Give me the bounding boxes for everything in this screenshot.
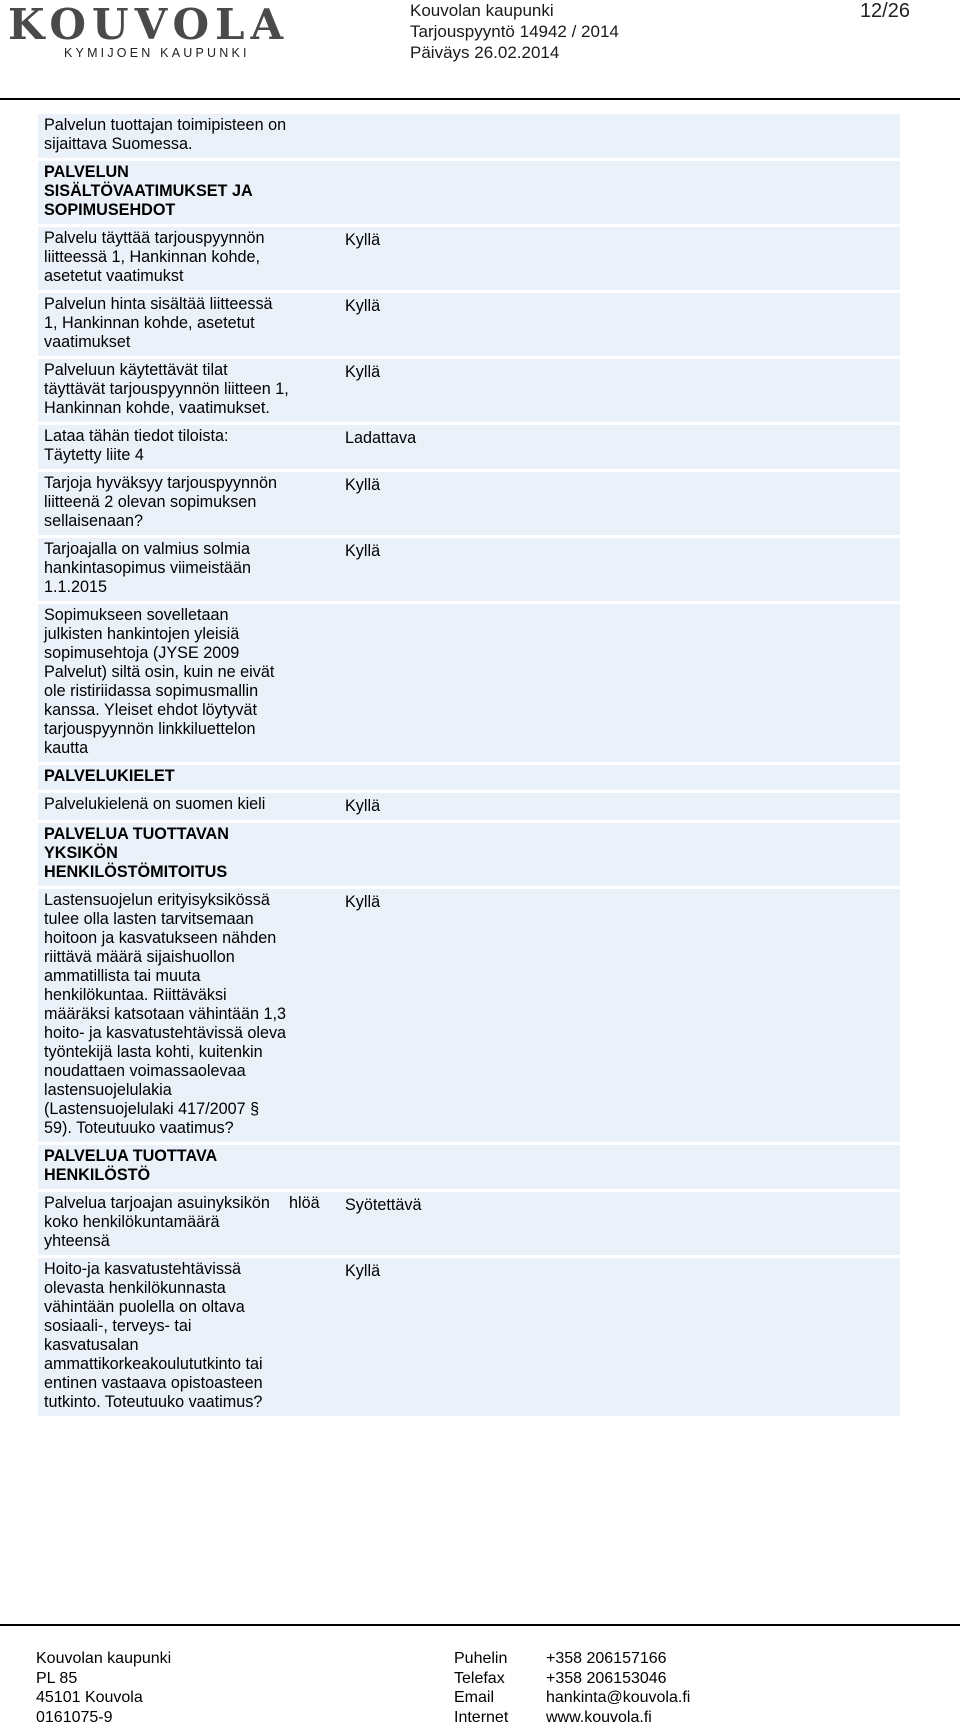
- requirement-text: Palvelun tuottajan toimipisteen on sijaittava Suomessa.: [38, 114, 289, 158]
- header-divider: [0, 98, 960, 100]
- table-row: [38, 114, 900, 161]
- answer-cell: Ladattava: [345, 425, 900, 469]
- footer-email[interactable]: hankinta@kouvola.fi: [546, 1688, 690, 1708]
- answer-cell: [345, 114, 900, 158]
- page-number: 12/26: [860, 0, 910, 23]
- footer-city: 45101 Kouvola: [36, 1688, 171, 1708]
- section-heading-row: [38, 1145, 900, 1192]
- header-date: Päiväys 26.02.2014: [410, 42, 619, 63]
- requirements-table: [38, 114, 900, 1419]
- requirement-text: Palveluun käytettävät tilat täyttävät tarjouspyynnön liitteen 1, Hankinnan kohde, vaatimukset.: [38, 359, 289, 422]
- table-row: [38, 359, 900, 425]
- answer-cell: Kyllä: [345, 538, 900, 601]
- footer-org: Kouvolan kaupunki: [36, 1649, 171, 1669]
- answer-cell: [345, 765, 900, 790]
- section-heading: PALVELUA TUOTTAVAN YKSIKÖN HENKILÖSTÖMITOITUS: [38, 823, 289, 886]
- answer-cell: Kyllä: [345, 359, 900, 422]
- unit-cell: [289, 161, 345, 224]
- footer-box: PL 85: [36, 1669, 171, 1689]
- answer-cell: [345, 1145, 900, 1189]
- answer-cell: [345, 604, 900, 762]
- section-heading-row: [38, 161, 900, 227]
- unit-cell: [289, 114, 345, 158]
- footer-email-label: Email: [454, 1688, 508, 1708]
- answer-cell: [345, 161, 900, 224]
- table-row: [38, 293, 900, 359]
- answer-cell: Kyllä: [345, 889, 900, 1142]
- section-heading: PALVELUKIELET: [38, 765, 289, 790]
- section-heading: PALVELUA TUOTTAVA HENKILÖSTÖ: [38, 1145, 289, 1189]
- requirement-text: Lastensuojelun erityisyksikössä tulee olla lasten tarvitsemaan hoitoon ja kasvatukseen nähden riittävä määrä sijaishuollon ammatillista tai muuta henkilökuntaa. Riittäväksi määräksi katsotaan vähintään 1,3 hoito- ja kasvatustehtävissä oleva työntekijä lasta kohti, kuitenkin noudattaen voimassaolevaa lastensuojelulakia (Lastensuojelulaki 417/2007 § 59). Toteutuuko vaatimus?: [38, 889, 289, 1142]
- unit-cell: [289, 889, 345, 1142]
- unit-cell: [289, 823, 345, 886]
- requirement-text: Palvelukielenä on suomen kieli: [38, 793, 289, 820]
- answer-cell: Kyllä: [345, 227, 900, 290]
- footer-fax-label: Telefax: [454, 1669, 508, 1689]
- unit-cell: [289, 538, 345, 601]
- table-row: [38, 793, 900, 823]
- unit-cell: [289, 425, 345, 469]
- answer-cell: Syötettävä: [345, 1192, 900, 1255]
- unit-cell: [289, 227, 345, 290]
- requirement-text: Tarjoja hyväksyy tarjouspyynnön liitteenä 2 olevan sopimuksen sellaisenaan?: [38, 472, 289, 535]
- answer-cell: Kyllä: [345, 293, 900, 356]
- logo-wordmark: KOUVOLA: [8, 2, 289, 48]
- kouvola-logo: [8, 2, 268, 60]
- header-tender: Tarjouspyyntö 14942 / 2014: [410, 21, 619, 42]
- unit-cell: [289, 604, 345, 762]
- table-row: [38, 425, 900, 472]
- footer-web-label: Internet: [454, 1708, 508, 1727]
- unit-cell: [289, 765, 345, 790]
- requirement-text: Palvelun hinta sisältää liitteessä 1, Hankinnan kohde, asetetut vaatimukset: [38, 293, 289, 356]
- footer-business-id: 0161075-9: [36, 1708, 171, 1727]
- requirement-text: Palvelu täyttää tarjouspyynnön liitteessä 1, Hankinnan kohde, asetetut vaatimukst: [38, 227, 289, 290]
- footer-contact-values: [546, 1649, 690, 1727]
- unit-cell: hlöä: [289, 1192, 345, 1255]
- header-org: Kouvolan kaupunki: [410, 0, 619, 21]
- answer-cell: [345, 823, 900, 886]
- table-row: [38, 472, 900, 538]
- footer-phone-label: Puhelin: [454, 1649, 508, 1669]
- requirement-text: Palvelua tarjoajan asuinyksikön koko henkilökuntamäärä yhteensä: [38, 1192, 289, 1255]
- unit-cell: [289, 1145, 345, 1189]
- footer-contact-labels: [454, 1649, 508, 1727]
- footer-phone: +358 206157166: [546, 1649, 690, 1669]
- unit-cell: [289, 1258, 345, 1416]
- unit-cell: [289, 359, 345, 422]
- unit-cell: [289, 793, 345, 820]
- table-row: [38, 538, 900, 604]
- table-row: [38, 604, 900, 765]
- section-heading-row: [38, 823, 900, 889]
- table-row: [38, 1258, 900, 1419]
- answer-cell: Kyllä: [345, 793, 900, 820]
- table-row: [38, 1192, 900, 1258]
- answer-cell: Kyllä: [345, 472, 900, 535]
- requirement-text: Lataa tähän tiedot tiloista: Täytetty liite 4: [38, 425, 289, 469]
- table-row: [38, 227, 900, 293]
- unit-cell: [289, 472, 345, 535]
- header-meta: [410, 0, 619, 63]
- footer-fax: +358 206153046: [546, 1669, 690, 1689]
- section-heading: PALVELUN SISÄLTÖVAATIMUKSET JA SOPIMUSEHDOT: [38, 161, 289, 224]
- footer-web[interactable]: www.kouvola.fi: [546, 1708, 690, 1727]
- table-row: [38, 889, 900, 1145]
- footer-divider: [0, 1624, 960, 1626]
- answer-cell: Kyllä: [345, 1258, 900, 1416]
- requirement-text: Tarjoajalla on valmius solmia hankintasopimus viimeistään 1.1.2015: [38, 538, 289, 601]
- unit-cell: [289, 293, 345, 356]
- page-header: [0, 0, 960, 100]
- requirement-text: Sopimukseen sovelletaan julkisten hankintojen yleisiä sopimusehtoja (JYSE 2009 Palvelut) siltä osin, kuin ne eivät ole ristiriidassa sopimusmallin kanssa. Yleiset ehdot löytyvät tarjouspyynnön linkkiluettelon kautta: [38, 604, 289, 762]
- logo-tagline: KYMIJOEN KAUPUNKI: [64, 46, 250, 60]
- footer-address: [36, 1649, 171, 1727]
- section-heading-row: [38, 765, 900, 793]
- requirement-text: Hoito-ja kasvatustehtävissä olevasta henkilökunnasta vähintään puolella on oltava sosiaali-, terveys- tai kasvatusalan ammattikorkeakoulututkinto tai entinen vastaava opistoasteen tutkinto. Toteutuuko vaatimus?: [38, 1258, 289, 1416]
